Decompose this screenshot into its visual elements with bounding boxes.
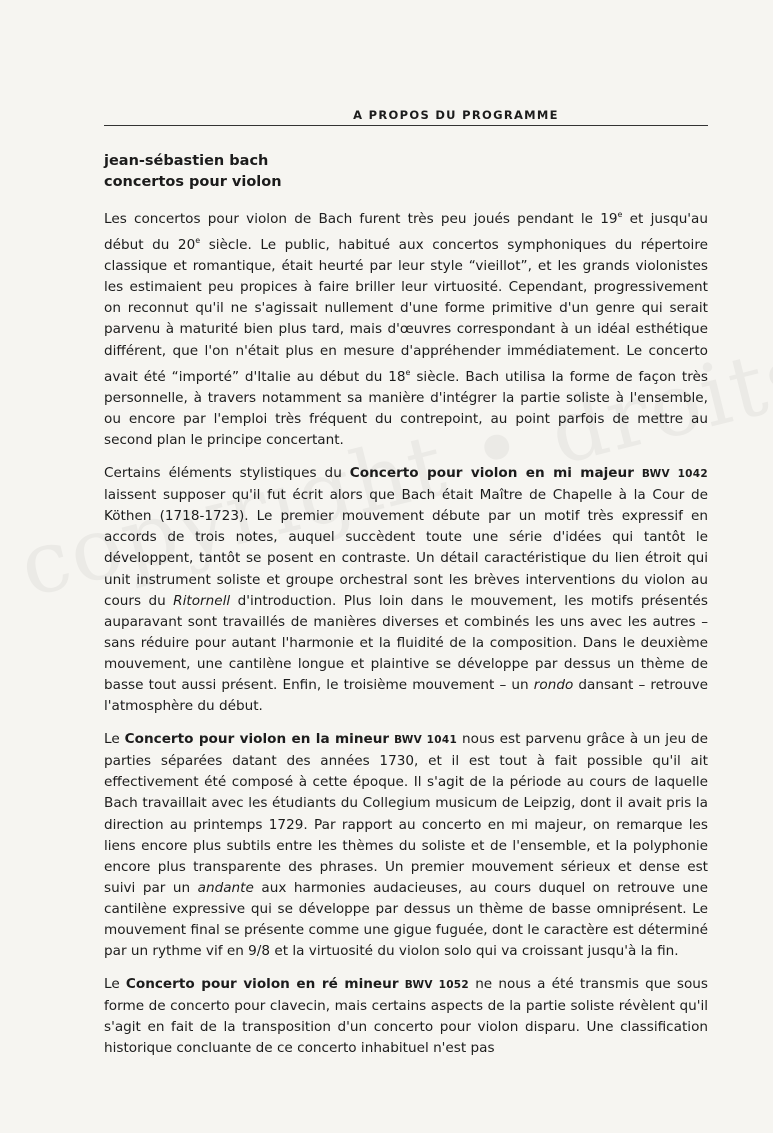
title-work: concertos pour violon: [104, 174, 282, 190]
bwv-number: BWV 1041: [394, 734, 458, 747]
paragraph-3: Le Concerto pour violon en la mineur BWV 1041 nous est parvenu grâce à un jeu de parties séparées datant des années 1730, et il est tout à fait possible qu'il ait effectivement été composé à cette époque. Il s'agit de la période au cours de laquelle Bach travaillait avec les étudiants du Collegium musicum de Leipzig, dont il avait pris la direction au printemps 1729. Par rapport au concerto en mi majeur, on remarque les liens encore plus subtils entre les thèmes du soliste et de l'ensemble, et la polyphonie encore plus transparente des phrases. Un premier mouvement sérieux et dense est suivi par un andante aux harmonies audacieuses, au cours duquel on retrouve une cantilène expressive qui se développe par dessus un thème de basse omniprésent. Le mouvement final se présente comme une gigue fuguée, dont le caractère est déterminé par un rythme vif en 9/8 et la virtuosité du violon solo qui va croissant jusqu'à la fin.: [104, 731, 708, 960]
paragraph-4: Le Concerto pour violon en ré mineur BWV 1052 ne nous a été transmis que sous forme de concerto pour clavecin, mais certains aspects de la partie soliste révèlent qu'il s'agit en fait de la transposition d'un concerto pour violon disparu. Une classification historique concluante de ce concerto inhabituel n'est pas: [104, 976, 708, 1057]
title-composer: jean-sébastien bach: [104, 153, 269, 169]
work-title-bwv1041: Concerto pour violon en la mineur: [124, 731, 390, 748]
bwv-number: BWV 1042: [641, 468, 708, 481]
article-title: [104, 151, 282, 193]
paragraph-1: Les concertos pour violon de Bach furent très peu joués pendant le 19e et jusqu'au début du 20e siècle. Le public, habitué aux concertos symphoniques du répertoire classique et romantique, était heurté par leur style “vieillot”, et les grands violonistes les estimaient peu propices à faire briller leur virtuosité. Cependant, progressivement on reconnut qu'il ne s'agissait nullement d'une forme primitive d'un genre qui serait parvenu à maturité bien plus tard, mais d'œuvres correspondant à un idéal esthétique différent, que l'on n'était plus en mesure d'appréhender immédiatement. Le concerto avait été “importé” d'Italie au début du 18e siècle. Bach utilisa la forme de façon très personnelle, à travers notamment sa manière d'intégrer la partie soliste à l'ensemble, ou encore par l'emploi très fréquent du contrepoint, au point parfois de mettre au second plan le principe concertant.: [104, 210, 708, 448]
work-title-bwv1052: Concerto pour violon en ré mineur: [125, 976, 399, 993]
paragraph-2: Certains éléments stylistiques du Concerto pour violon en mi majeur BWV 1042 laissent supposer qu'il fut écrit alors que Bach était Maître de Chapelle à la Cour de Köthen (1718-1723). Le premier mouvement débute par un motif très expressif en accords de trois notes, auquel succèdent toute une série d'idées qui tantôt le développent, tantôt se posent en contraste. Un détail caractéristique du lien étroit qui unit instrument soliste et groupe orchestral sont les brèves interventions du violon au cours du Ritornell d'introduction. Plus loin dans le mouvement, les motifs présentés auparavant sont travaillés de manières diverses et combinés les uns avec les autres – sans réduire pour autant l'harmonie et la fluidité de la composition. Dans le deuxième mouvement, une cantilène longue et plaintive se développe par dessus un thème de basse tout aussi présent. Enfin, le troisième mouvement – un rondo dansant – retrouve l'atmosphère du début.: [104, 465, 709, 715]
bwv-number: BWV 1052: [404, 979, 470, 992]
header-rule: [104, 125, 708, 126]
work-title-bwv1042: Concerto pour violon en mi majeur: [349, 465, 634, 482]
article-body: [104, 204, 708, 1072]
section-header: A PROPOS DU PROGRAMME: [353, 108, 559, 122]
